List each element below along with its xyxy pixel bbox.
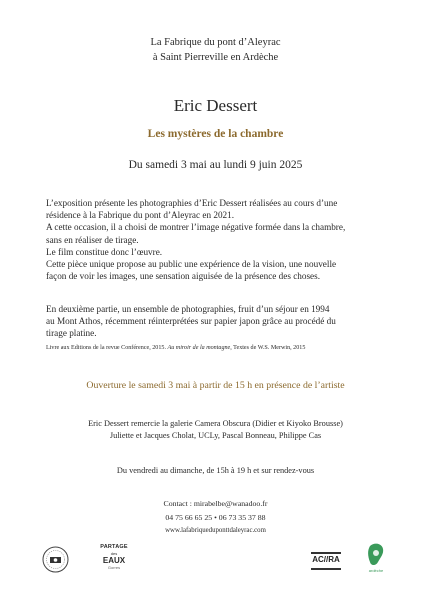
contact-email[interactable]: Contact : mirabelbe@wanadoo.fr [163, 499, 268, 508]
opening-hours: Du vendredi au dimanche, de 15h à 19 h et sur rendez-vous [116, 466, 315, 475]
text-line: résidence à la Fabrique du pont d’Aleyrac en 2021. [46, 210, 235, 221]
partage-bottom-text: Gorres [107, 565, 121, 570]
text-line: Cette pièce unique propose au public une expérience de la vision, une nouvelle [46, 259, 337, 270]
text-line: L’exposition présente les photographies d’Eric Dessert réalisées au cours d’une [46, 198, 338, 208]
text-line: façon de voir les images, une sensation aiguisée de la présence des choses. [46, 271, 320, 282]
ardeche-label: ardèche [368, 568, 384, 573]
biblio-credits: , Textes de W.S. Merwin, 2015 [230, 345, 306, 351]
text-line: A cette occasion, il a choisi de montrer l’image négative formée dans la chambre, [46, 222, 346, 233]
partage-main-text: EAUX [102, 556, 126, 565]
opening-announcement: Ouverture le samedi 3 mai à partir de 15 h en présence de l’artiste [86, 380, 345, 391]
artist-name: Eric Dessert [173, 96, 258, 115]
venue-header [0, 35, 431, 65]
text-line: tirage platine. [46, 328, 97, 339]
partage-top-text: PARTAGE [100, 544, 128, 550]
text-line: sans en réaliser de tirage. [46, 234, 139, 245]
partage-des-eaux-logo [99, 544, 129, 576]
exhibition-dates: Du samedi 3 mai au lundi 9 juin 2025 [128, 159, 303, 171]
description-paragraph-2 [46, 303, 391, 340]
biblio-book-title: Au miroir de la montagne [167, 345, 231, 351]
thanks-line: Juliette et Jacques Cholat, UCLy, Pascal Bonneau, Philippe Cas [109, 431, 322, 440]
bibliography-note [46, 344, 396, 353]
partage-mid-text: des [110, 551, 118, 556]
thanks-line: Eric Dessert remercie la galerie Camera Obscura (Didier et Kiyoko Brousse) [88, 419, 343, 428]
text-line: En deuxième partie, un ensemble de photographies, fruit d’un séjour en 1994 [46, 304, 330, 314]
venue-location: à Saint Pierreville en Ardèche [152, 52, 279, 63]
ardeche-logo [365, 542, 387, 576]
acknowledgements [0, 418, 431, 442]
biblio-publisher: Livre aux Editions de la revue Conférence, 2015. [46, 345, 168, 351]
acra-logo: AC//RA [311, 552, 341, 570]
circular-seal-logo [42, 546, 69, 573]
text-line: Le film constitue donc l’œuvre. [46, 246, 163, 257]
venue-name: La Fabrique du pont d’Aleyrac [150, 37, 281, 48]
text-line: au Mont Athos, récemment réinterprétées sur papier japon grâce au procédé du [46, 316, 336, 327]
contact-block [0, 497, 431, 538]
contact-website[interactable]: www.lafabriqueduponttdaleyrac.com [165, 527, 266, 534]
exhibition-title: Les mystères de la chambre [147, 128, 284, 140]
contact-phones: 04 75 66 65 25 • 06 73 35 37 88 [165, 512, 266, 522]
description-paragraph-1 [46, 197, 391, 282]
